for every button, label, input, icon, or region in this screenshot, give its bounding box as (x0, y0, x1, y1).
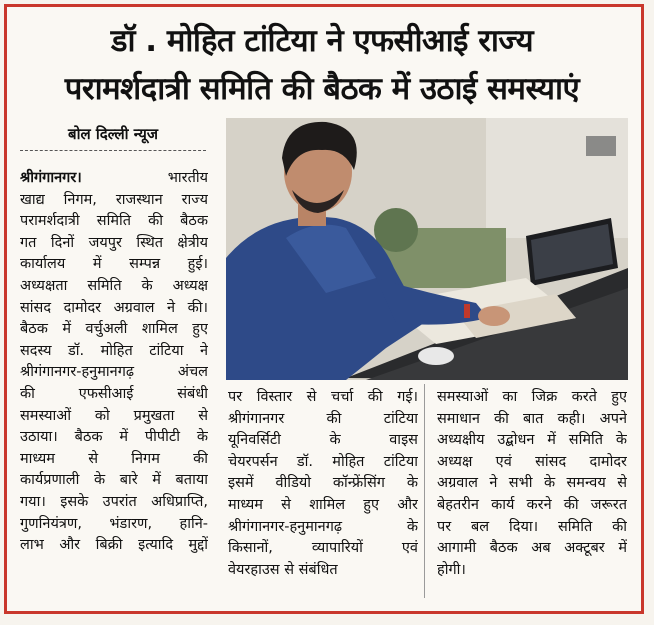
article-line: वेयरहाउस से संबंधित (228, 561, 338, 578)
article-line: लाभ और बिक्री इत्यादि मुद्दों (20, 537, 208, 554)
article-line: गुणनियंत्रण, भंडारण, हानि- (20, 515, 208, 532)
article-line: गया। इसके उपरांत अधिप्राप्ति, (20, 493, 208, 510)
byline-rule (20, 150, 206, 151)
byline: बोल दिल्ली न्यूज (68, 125, 158, 143)
article-line: गत दिनों जयपुर स्थित क्षेत्रीय (20, 234, 208, 251)
article-line: खाद्य निगम, राजस्थान राज्य (20, 191, 208, 208)
article-line: अध्यक्षता समिति के अध्यक्ष (20, 277, 208, 294)
article-line: कार्यप्रणाली के बारे में बताया (20, 472, 208, 489)
headline-line-1: डॉ . मोहित टांटिया ने एफसीआई राज्य (110, 23, 534, 59)
article-line: माध्यम से शामिल हुए और (228, 496, 418, 513)
article-line: सांसद दामोदर अग्रवाल ने की। (20, 299, 208, 316)
article-line: चेयरपर्सन डॉ. मोहित टांटिया (228, 453, 418, 470)
article-line: श्रीगंगानगर की टांटिया (228, 410, 418, 427)
article-line: समाधान की बात कही। अपने (437, 410, 627, 427)
article-line: पर बल दिया। समिति की (437, 518, 627, 535)
column-divider (424, 384, 425, 598)
column-1-first-line (20, 168, 208, 190)
article-line: उठाया। बैठक में पीपीटी के (20, 429, 208, 446)
article-line: किसानों, व्यापारियों एवं (228, 540, 418, 557)
article-line: अध्यक्ष एवं सांसद दामोदर (437, 453, 627, 470)
article-line: माध्यम से निगम की (20, 450, 208, 467)
article-line: यूनिवर्सिटी के वाइस (228, 432, 418, 449)
article-line: परामर्शदात्री समिति की बैठक (20, 213, 208, 230)
article-line: समस्याओं को प्रमुखता से (20, 407, 208, 424)
article-line: श्रीगंगानगर-हनुमानगढ़ के (228, 518, 418, 535)
article-line: होगी। (437, 561, 466, 578)
article-line: कार्यालय में सम्पन्न हुई। (20, 256, 208, 273)
article-line: अग्रवाल ने सभी के समन्वय से (437, 475, 627, 492)
article-line: समस्याओं का जिक्र करते हुए (437, 389, 627, 405)
article-line: अध्यक्षीय उद्बोधन में समिति के (437, 432, 627, 449)
article-line: सदस्य डॉ. मोहित टांटिया ने (20, 342, 208, 359)
article-column-2 (228, 387, 418, 581)
article-line: बैठक में वर्चुअली शामिल हुए (20, 321, 208, 338)
article-line: की एफसीआई संबंधी (20, 385, 208, 402)
dateline: श्रीगंगानगर। (20, 170, 82, 186)
article-column-1 (20, 168, 208, 557)
article-line: बेहतरीन कार्य करने की जरूरत (437, 496, 627, 513)
column-1-line: भारतीय (167, 170, 208, 186)
article-photo (226, 118, 628, 380)
headline-line-2: परामर्शदात्री समिति की बैठक में उठाई समस्याएं (64, 71, 580, 107)
article-line: इसमें वीडियो कॉन्फ्रेंसिंग के (228, 475, 418, 492)
article-line: आगामी बैठक अब अक्टूबर में (437, 540, 627, 557)
article-column-3 (437, 387, 627, 581)
article-line: श्रीगंगानगर-हनुमानगढ़ अंचल (20, 364, 208, 381)
photo-illustration (226, 118, 628, 380)
article-line: पर विस्तार से चर्चा की गई। (228, 389, 418, 405)
